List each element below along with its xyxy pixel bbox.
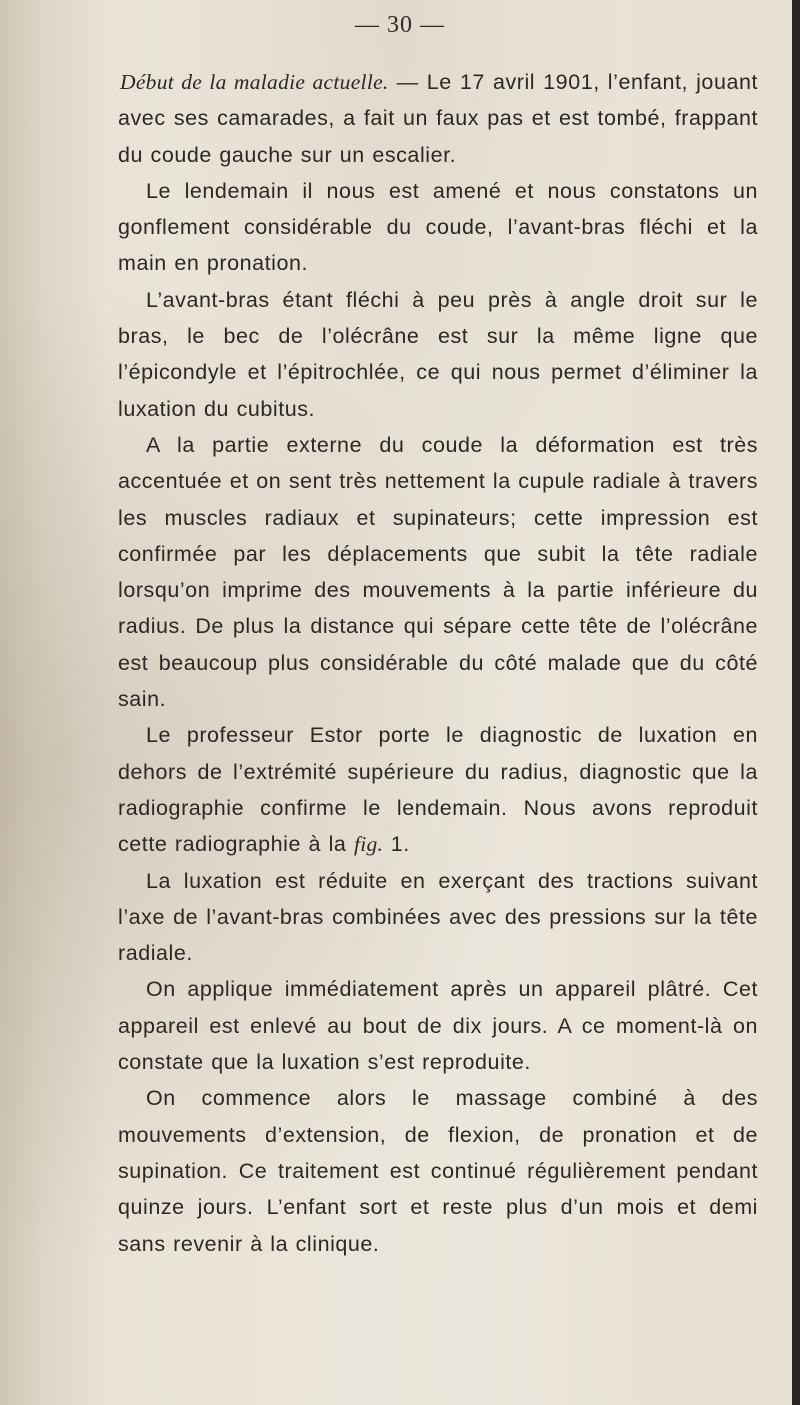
paragraph-reduction: La luxation est réduite en exerçant des tractions suivant l’axe de l’avant-bras combinées avec des pressions sur la tête radiale. (118, 868, 758, 966)
paragraph-onset-text: — Le 17 avril 1901, l’enfant, jouant avec ses camarades, a fait un faux pas et est tombé, frappant du coude gauche sur un escalier. (118, 70, 758, 167)
section-heading: Début de la maladie actuelle. (120, 70, 389, 94)
paragraph-cast: On applique immédiatement après un appareil plâtré. Cet appareil est enlevé au bout de dix jours. A ce moment-là on constate que la luxation s’est reproduite. (118, 977, 758, 1075)
paragraph-swelling: Le lendemain il nous est amené et nous constatons un gonflement considérable du coude, l’avant-bras fléchi et la main en pronation. (118, 178, 758, 276)
paragraph-diagnosis-text: Le professeur Estor porte le diagnostic de luxation en dehors de l’extrémité supérieure du radius, diagnostic que la radiographie confirme le lendemain. Nous avons reproduit cette radiographie à la (118, 723, 758, 857)
paragraph-diagnosis (118, 717, 758, 862)
figure-number: 1. (383, 832, 410, 857)
paragraph-massage: On commence alors le massage combiné à des mouvements d’extension, de flexion, de pronation et de supination. Ce traitement est continué régulièrement pendant quinze jours. L’enfant sort et reste plus d’un mois et demi sans revenir à la clinique. (118, 1086, 758, 1256)
page-edge-shadow (792, 0, 800, 1405)
paragraph-deformation: A la partie externe du coude la déformation est très accentuée et on sent très nettement la cupule radiale à travers les muscles radiaux et supinateurs; cette impression est confirmée par les déplacements que subit la tête radiale lorsqu’on imprime des mouvements à la partie inférieure du radius. De plus la distance qui sépare cette tête de l’olécrâne est beaucoup plus considérable du côté malade que du côté sain. (118, 432, 758, 712)
paragraph-onset (118, 64, 758, 173)
paragraph-olecranon: L’avant-bras étant fléchi à peu près à angle droit sur le bras, le bec de l’olécrâne est sur la même ligne que l’épicondyle et l’épitrochlée, ce qui nous permet d’éliminer la luxation du cubitus. (118, 287, 758, 421)
page-number: — 30 — (355, 12, 445, 38)
figure-reference: fig. (353, 832, 384, 857)
body-text (118, 64, 758, 1262)
